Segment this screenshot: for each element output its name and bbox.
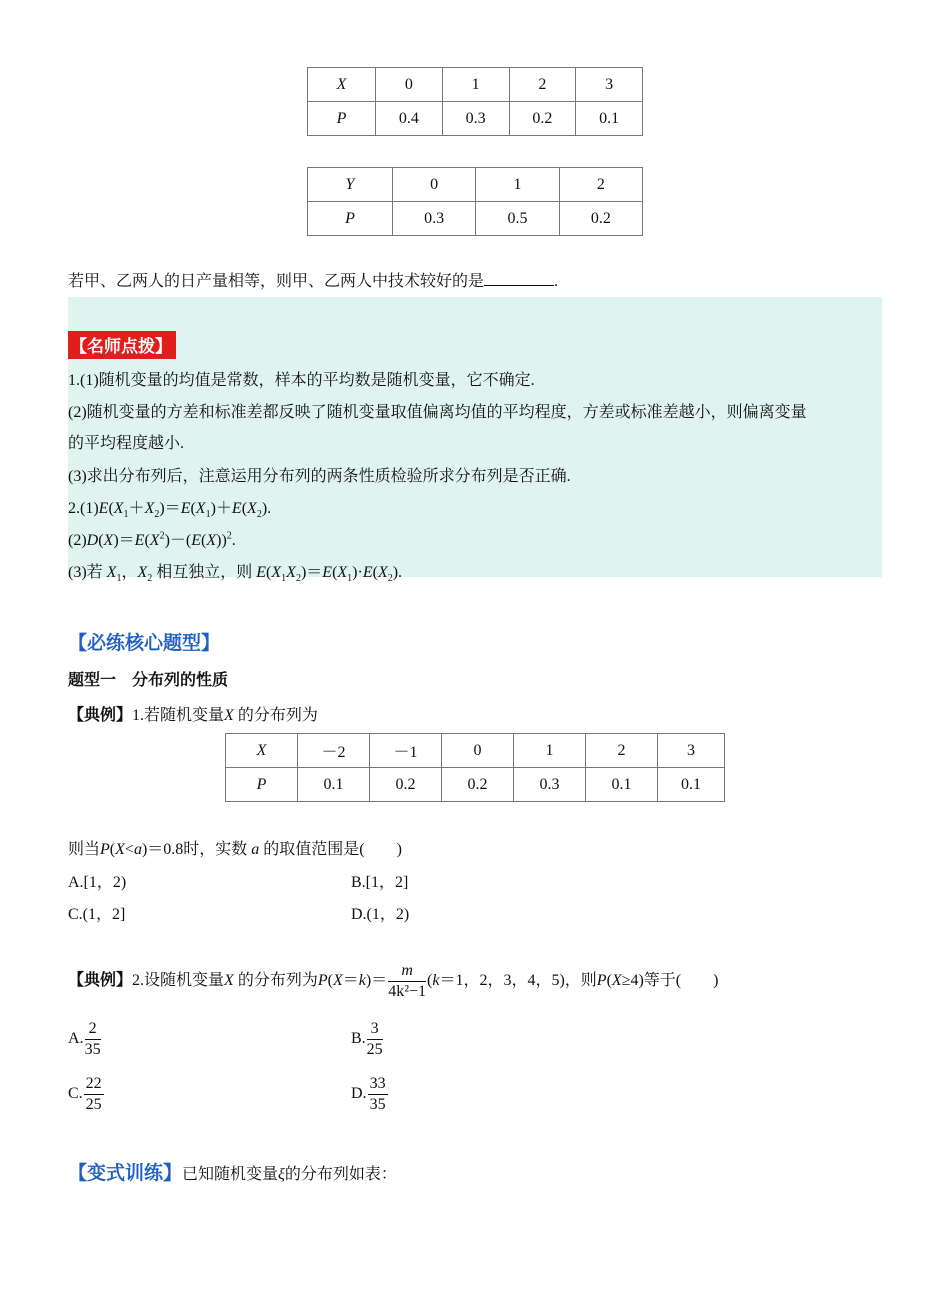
fraction <box>85 1020 101 1059</box>
k-values: ＝1，2，3，4，5)，则 <box>439 972 597 990</box>
table-cell: 0 <box>442 734 514 768</box>
table-cell: －1 <box>370 734 442 768</box>
hint-line-1: 1.(1)随机变量的均值是常数，样本的平均数是随机变量，它不确定. <box>68 372 535 389</box>
table-cell: 0.2 <box>509 102 576 136</box>
fraction-denominator: 35 <box>84 1041 101 1058</box>
table-cell: 3 <box>658 734 725 768</box>
formula-prefix: (2) <box>68 532 87 549</box>
fraction-numerator: 22 <box>84 1075 104 1095</box>
cond-text: 则当 <box>68 841 101 858</box>
hint-formula-2: $(2)D(X)=E(X^2)-(E(X))^2$. <box>68 530 236 549</box>
option-a[interactable] <box>68 1020 102 1059</box>
table-row <box>308 102 643 136</box>
table-example1-distribution <box>225 733 725 802</box>
table-cell: 0.2 <box>559 202 642 236</box>
table-cell: X <box>226 734 298 768</box>
table-cell: P <box>308 202 393 236</box>
table-cell: 0.4 <box>376 102 443 136</box>
example2-stem: 【典例】2.设随机变量X 的分布列为P(X＝k)＝ $\frac{m}{\text{4k²−1}}$ (k＝1，2，3，4，5)，则P(X≥4)等于( ) <box>68 962 719 1000</box>
stem-text: 的分布列为 <box>237 707 318 724</box>
question-text <box>68 268 558 291</box>
table-row <box>226 734 725 768</box>
fraction <box>368 1075 388 1114</box>
fraction-denominator: 25 <box>366 1041 383 1058</box>
hint-tag: 【名师点拨】 <box>68 331 176 359</box>
cond-var: a <box>251 841 260 858</box>
formula-mid: 相互独立，则 <box>156 564 253 581</box>
option-label: D. <box>351 1085 367 1103</box>
table-cell: 0.3 <box>393 202 476 236</box>
table-cell: 1 <box>514 734 586 768</box>
hint-formula-3: (3)若 $X_1$，$X_2$ 相互独立，则 $E(X_1X_2)=E(X_1)\cdot E(X_2)$. <box>68 564 403 585</box>
variant-training <box>68 1158 397 1185</box>
table-cell: 0.5 <box>476 202 559 236</box>
table-cell: 0 <box>376 68 443 102</box>
example-tag: 【典例】 <box>68 970 133 990</box>
option-a[interactable]: A.[1，2) <box>68 874 127 891</box>
table-cell: P <box>226 768 298 802</box>
fraction <box>388 962 426 1001</box>
example1-condition: 则当P(X<a)＝0.8时，实数 a 的取值范围是( ) <box>68 841 402 858</box>
table-cell: 2 <box>509 68 576 102</box>
table-cell: 0.1 <box>658 768 725 802</box>
option-d[interactable]: D.(1，2) <box>351 906 410 923</box>
table-cell: X <box>308 68 376 102</box>
table-x-distribution <box>307 67 643 136</box>
option-c[interactable] <box>68 1075 105 1114</box>
option-b[interactable] <box>351 1020 384 1059</box>
hint-line-3: (3)求出分布列后，注意运用分布列的两条性质检验所求分布列是否正确. <box>68 468 571 485</box>
variant-tag: 【变式训练】 <box>68 1162 183 1184</box>
option-c[interactable]: C.(1，2] <box>68 906 126 923</box>
section-title: 【必练核心题型】 <box>68 632 221 654</box>
formula-prefix: (3)若 <box>68 564 103 581</box>
fraction-numerator: m <box>388 962 426 982</box>
fraction <box>84 1075 104 1114</box>
stem-text: 的分布列为 <box>237 972 318 990</box>
option-b[interactable]: B.[1，2] <box>351 874 409 891</box>
fraction-numerator: 3 <box>367 1020 383 1040</box>
option-label: A. <box>68 1030 84 1048</box>
table-cell: 0.1 <box>576 102 643 136</box>
example1-stem <box>68 702 318 725</box>
table-row <box>226 768 725 802</box>
table-cell: －2 <box>298 734 370 768</box>
stem-text: 2.设随机变量 <box>132 972 225 990</box>
table-cell: 0.2 <box>370 768 442 802</box>
table-row <box>308 202 643 236</box>
option-label: C. <box>68 1085 83 1103</box>
table-cell: 3 <box>576 68 643 102</box>
fraction <box>367 1020 383 1059</box>
option-label: B. <box>351 1030 366 1048</box>
variant-text: 的分布列如表： <box>284 1166 397 1183</box>
table-row <box>308 68 643 102</box>
table-cell: 0.3 <box>442 102 509 136</box>
table-y-distribution <box>307 167 643 236</box>
hint-formula-1: $2.(1)E(X_1+X_2)=E(X_1)+E(X_2)$. <box>68 500 272 521</box>
variant-text: 已知随机变量 <box>182 1166 279 1183</box>
table-cell: 0.1 <box>586 768 658 802</box>
example-tag: 【典例】 <box>68 705 133 724</box>
question-end: . <box>554 273 559 290</box>
table-row <box>308 168 643 202</box>
fraction-denominator: 25 <box>85 1096 102 1113</box>
hint-line-2a: (2)随机变量的方差和标准差都反映了随机变量取值偏离均值的平均程度，方差或标准差越小，则偏离变量 <box>68 404 807 421</box>
table-cell: 1 <box>442 68 509 102</box>
fraction-denominator: 4k²−1 <box>388 983 427 1000</box>
answer-blank <box>484 271 554 286</box>
cond-text: ＝0.8时，实数 <box>147 841 248 858</box>
variant-var: ξ <box>278 1166 285 1183</box>
table-cell: 0.2 <box>442 768 514 802</box>
table-cell: 0.1 <box>298 768 370 802</box>
question-tail: 若甲、乙两人的日产量相等，则甲、乙两人中技术较好的是 <box>68 273 485 290</box>
stem-text: 等于( ) <box>643 972 719 990</box>
stem-text: 1.若随机变量 <box>132 707 225 724</box>
type1-title: 题型一 分布列的性质 <box>68 670 229 689</box>
hint-line-2b: 的平均程度越小. <box>68 435 185 452</box>
formula-prefix: 2.(1) <box>68 500 99 517</box>
cond-text: 的取值范围是( ) <box>263 841 402 858</box>
table-cell: 1 <box>476 168 559 202</box>
table-cell: 2 <box>586 734 658 768</box>
table-cell: 0 <box>393 168 476 202</box>
fraction-numerator: 33 <box>368 1075 388 1095</box>
fraction-denominator: 35 <box>369 1096 386 1113</box>
table-cell: 0.3 <box>514 768 586 802</box>
fraction-numerator: 2 <box>85 1020 101 1040</box>
stem-var: X <box>224 972 234 990</box>
stem-var: X <box>224 707 234 724</box>
table-cell: P <box>308 102 376 136</box>
table-cell: 2 <box>559 168 642 202</box>
option-d[interactable] <box>351 1075 389 1114</box>
table-cell: Y <box>308 168 393 202</box>
